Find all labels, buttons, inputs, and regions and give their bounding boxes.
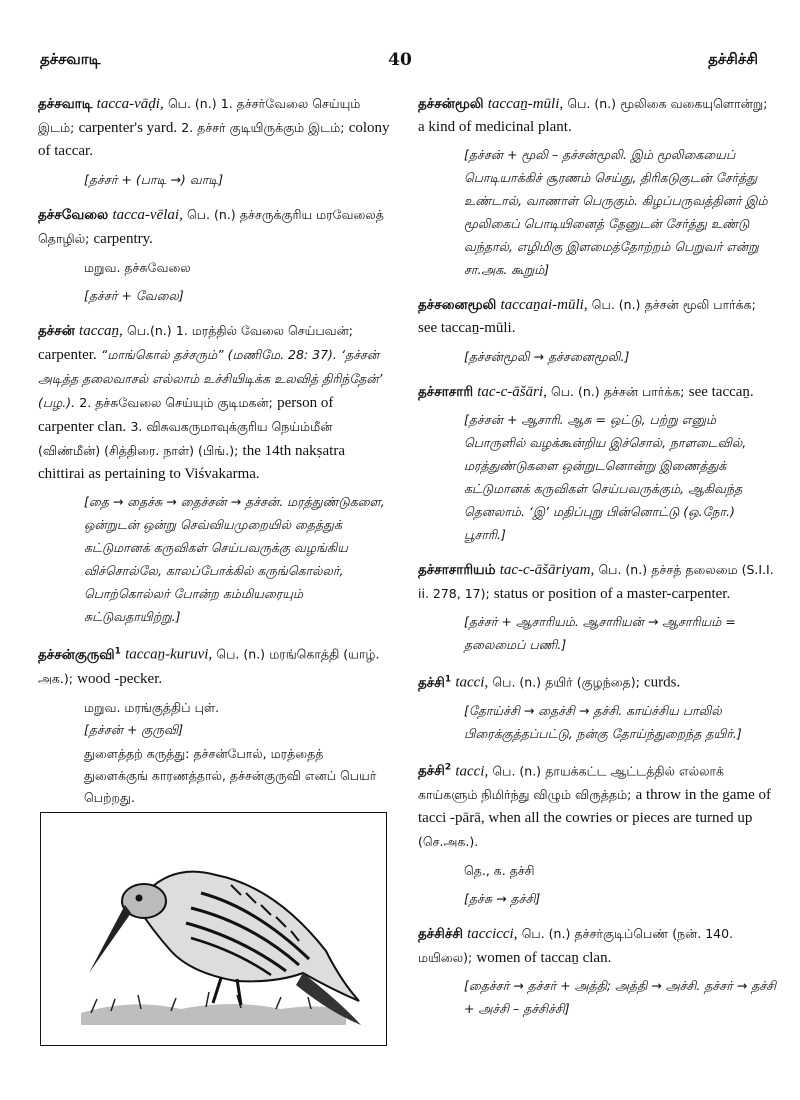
source-citation: (செ.அக.). bbox=[418, 834, 479, 849]
etymology-note: [தை → தைச்சு → தைச்சன் → தச்சன். மரத்துண்டுகளை, ஒன்றுடன் ஒன்று செவ்வியமுறையில் தைத்துக் கட்டுமானக் கருவிகள் செய்பவருக்கு வழங்கிய விச்சொல்லே, காலப்போக்கில் கருங்கொல்லர், பொற்கொல்லர் போன்ற கம்மியரையும் சுட்டுவதாயிற்று.] bbox=[84, 494, 385, 624]
headword: தச்சவாடி bbox=[38, 96, 93, 112]
definition: 1. மரத்தில் வேலை செய்பவன்; bbox=[175, 323, 353, 338]
homograph-number: 1 bbox=[444, 674, 452, 684]
part-of-speech: பெ.(n.) bbox=[126, 323, 172, 338]
etymology: [தச்சர் + (பாடி →) வாடி] bbox=[84, 172, 224, 187]
english-gloss: women of taccaṉ clan. bbox=[476, 950, 612, 966]
part-of-speech: பெ. (n.) bbox=[521, 926, 571, 941]
headword: தச்சன் bbox=[38, 323, 75, 339]
etymology-note: [தச்சன் + ஆசாரி. ஆசு = ஒட்டு, பற்று எனும் பொருளில் வழக்கூன்றிய இச்சொல், நாளடைவில், மரத்துண்டுகளை ஒன்றுடனொன்று இணைத்துக் கட்டுமானக் கருவிகள் செய்பவருக்கும், ஆகிவந்த தெனலாம். ‘இ’ மதிப்புறு பின்னொட்டு (ஒ.நோ.) பூசாரி.] bbox=[464, 412, 747, 542]
english-gloss: carpenter. bbox=[38, 347, 97, 363]
definition: 2. தச்சர் குடியிருக்கும் இடம்; bbox=[181, 120, 345, 135]
entry-taccan-kuruvi bbox=[38, 640, 390, 809]
part-of-speech: பெ. (n.) bbox=[492, 674, 542, 690]
etymology: [தச்சர் + வேலை] bbox=[84, 288, 184, 303]
header-right-guideword: தச்சிச்சி bbox=[708, 50, 758, 68]
english-gloss: colony of taccar. bbox=[38, 120, 390, 159]
etymology: [தச்சன் + குருவி] bbox=[84, 721, 184, 737]
etymology-note: [தைச்சர் → தச்சர் + அத்தி; அத்தி → அச்சி. தச்சர் → தச்சி + அச்சி – தச்சிச்சி] bbox=[464, 978, 777, 1016]
citation: ‘தச்சன் அடித்த தலைவாசல் எல்லாம் உச்சியிடிக்க உலவித் திரிந்தேன்’ (பழ.). bbox=[38, 347, 383, 410]
definition: 2. தச்சுவேலை செய்யும் குடிமகன்; bbox=[79, 395, 273, 410]
part-of-speech: பெ. (n.) bbox=[591, 297, 641, 312]
explanation-paragraph: துளைத்தற் கருத்து: தச்சன்போல், மரத்தைத் துளைக்குங் காரணத்தால், தச்சன்குருவி எனப் பெயர் பெற்றது. bbox=[84, 745, 377, 805]
etymology-note: [தச்சர் + ஆசாரியம். ஆசாரியன் → ஆசாரியம் = தலைமைப் பணி.] bbox=[464, 614, 736, 652]
english-gloss: the 14th nakṣatra chittirai as pertaining to Viśvakarma. bbox=[38, 443, 345, 482]
definition: தச்சர்குடிப்பெண் (நன். 140. மயிலை); bbox=[418, 926, 734, 965]
page-number: 40 bbox=[388, 50, 412, 70]
transliteration: tacci, bbox=[455, 763, 489, 779]
left-column bbox=[38, 92, 390, 821]
etymology: [தச்சன்மூலி → தச்சனைமூலி.] bbox=[464, 349, 630, 364]
entry-tacca-velai bbox=[38, 203, 390, 307]
english-gloss: a throw in the game of tacci -pārā, when all the cowries or pieces are turned up bbox=[418, 787, 771, 826]
definition: 3. விசுவகருமாவுக்குரிய நெய்ம்மீன் (விண்மீன்) (சித்திரை. நாள்) (பிங்.); bbox=[38, 419, 333, 458]
entry-taccan bbox=[38, 319, 390, 628]
etymology: [தச்சு → தச்சி] bbox=[464, 891, 541, 906]
headword: தச்சி$^1$ bbox=[418, 674, 452, 691]
entry-tacca-vadi bbox=[38, 92, 390, 191]
english-gloss: curds. bbox=[644, 674, 681, 691]
transliteration: taccicci, bbox=[467, 926, 518, 942]
part-of-speech: பெ. (n.) bbox=[567, 96, 616, 111]
entry-taccanai-muli bbox=[418, 293, 778, 368]
headword: தச்சாசாரியம் bbox=[418, 562, 496, 578]
headword: தச்சன்மூலி bbox=[418, 96, 484, 112]
etymology-note: [தோய்ச்சி → தைச்சி → தச்சி. காய்ச்சிய பாலில் பிரைக்குத்தப்பட்டு, நன்கு தோய்ந்துறைந்த தயிர்.] bbox=[464, 702, 742, 741]
definition: தச்சன் மூலி பார்க்க; bbox=[644, 297, 756, 312]
definition: தச்சருக்குரிய மரவேலைத் தொழில்; bbox=[38, 207, 384, 246]
entry-taccicci bbox=[418, 922, 778, 1020]
synonym-note: மறுவ. தச்சுவேலை bbox=[84, 260, 191, 275]
page-header bbox=[0, 50, 800, 74]
headword: தச்சாசாரி bbox=[418, 384, 474, 400]
part-of-speech: பெ. (n.) bbox=[551, 384, 600, 399]
definition: மரங்கொத்தி (யாழ். அக.); bbox=[38, 646, 380, 686]
entry-taccan-muli bbox=[418, 92, 778, 281]
english-gloss: wood -pecker. bbox=[77, 670, 163, 687]
entry-tacci-1 bbox=[418, 668, 778, 745]
homograph-number: 2 bbox=[444, 762, 452, 773]
headword: தச்சி$^2$ bbox=[418, 762, 452, 779]
english-gloss: status or position of a master-carpenter. bbox=[493, 586, 731, 602]
transliteration: taccaṉ, bbox=[79, 323, 123, 339]
english-gloss: a kind of medicinal plant. bbox=[418, 119, 572, 135]
english-gloss: see taccaṉ. bbox=[688, 384, 754, 400]
definition: தச்சத் தலைமை (S.I.I. ii. 278, 17); bbox=[418, 562, 774, 601]
entry-taccasari bbox=[418, 380, 778, 546]
english-gloss: person of carpenter clan. bbox=[38, 395, 334, 435]
english-gloss: see taccaṉ-mūli. bbox=[418, 320, 516, 336]
transliteration: taccaṉai-mūli, bbox=[500, 297, 588, 313]
part-of-speech: பெ. (n.) bbox=[492, 763, 542, 778]
headword: தச்சிச்சி bbox=[418, 926, 463, 942]
part-of-speech: பெ. (n.) bbox=[216, 646, 265, 662]
headword: தச்சன்குருவி$^1$ bbox=[38, 646, 121, 663]
synonym-note: மறுவ. மரங்குத்திப் புள். bbox=[84, 699, 220, 715]
definition: மூலிகை வகையுளொன்று; bbox=[620, 96, 768, 111]
definition: தயிர் (குழந்தை); bbox=[545, 674, 640, 690]
header-left-guideword: தச்சவாடி bbox=[40, 50, 101, 68]
part-of-speech: பெ. (n.) bbox=[167, 96, 217, 111]
transliteration: tacca-vēlai, bbox=[112, 207, 183, 223]
headword: தச்சனைமூலி bbox=[418, 297, 497, 313]
woodpecker-drawing bbox=[41, 813, 386, 1045]
definition: தாயக்கட்ட ஆட்டத்தில் எல்லாக் காய்களும் நிமிர்ந்து விழும் விருத்தம்; bbox=[418, 763, 724, 802]
etymology-note: [தச்சன் + மூலி – தச்சன்மூலி. இம் மூலிகையைப் பொடியாக்கிச் சூரணம் செய்து, திரிகடுகுடன் சேர்த்து உண்டால், வாணாள் பெருகும். கிழப்பருவத்தினர் இம் மூலிகைப் பொடியினைத் தேனுடன் சேர்த்து உண்டு வந்தால், எழிமிகு இளமைத்தோற்றம் பெறுவர் என்று சா.அக. கூறும்] bbox=[464, 147, 768, 277]
transliteration: tac-c-āšāriyam, bbox=[499, 562, 595, 578]
headword: தச்சவேலை bbox=[38, 207, 109, 223]
english-gloss: carpentry. bbox=[93, 231, 153, 247]
transliteration: taccaṉ-mūli, bbox=[487, 96, 564, 112]
part-of-speech: பெ. (n.) bbox=[187, 207, 236, 222]
part-of-speech: பெ. (n.) bbox=[598, 562, 648, 577]
cognate-note: தெ., க. தச்சி bbox=[464, 863, 535, 878]
entry-taccasariyam bbox=[418, 558, 778, 656]
entry-tacci-2 bbox=[418, 757, 778, 911]
transliteration: taccaṉ-kuruvi, bbox=[125, 646, 213, 663]
definition: 1. தச்சர்வேலை செய்யும் இடம்; bbox=[38, 96, 361, 135]
citation: “மாங்கொல் தச்சரும்” (மணிமே. 28: 37). bbox=[100, 347, 337, 362]
transliteration: tacca-vāḍi, bbox=[96, 96, 164, 112]
transliteration: tac-c-āšāri, bbox=[477, 384, 547, 400]
woodpecker-illustration bbox=[40, 812, 387, 1046]
homograph-number: 1 bbox=[114, 646, 121, 656]
english-gloss: carpenter's yard. bbox=[78, 120, 178, 136]
transliteration: tacci, bbox=[455, 674, 489, 691]
right-column bbox=[418, 92, 778, 1032]
definition: தச்சன் பார்க்க; bbox=[603, 384, 685, 399]
